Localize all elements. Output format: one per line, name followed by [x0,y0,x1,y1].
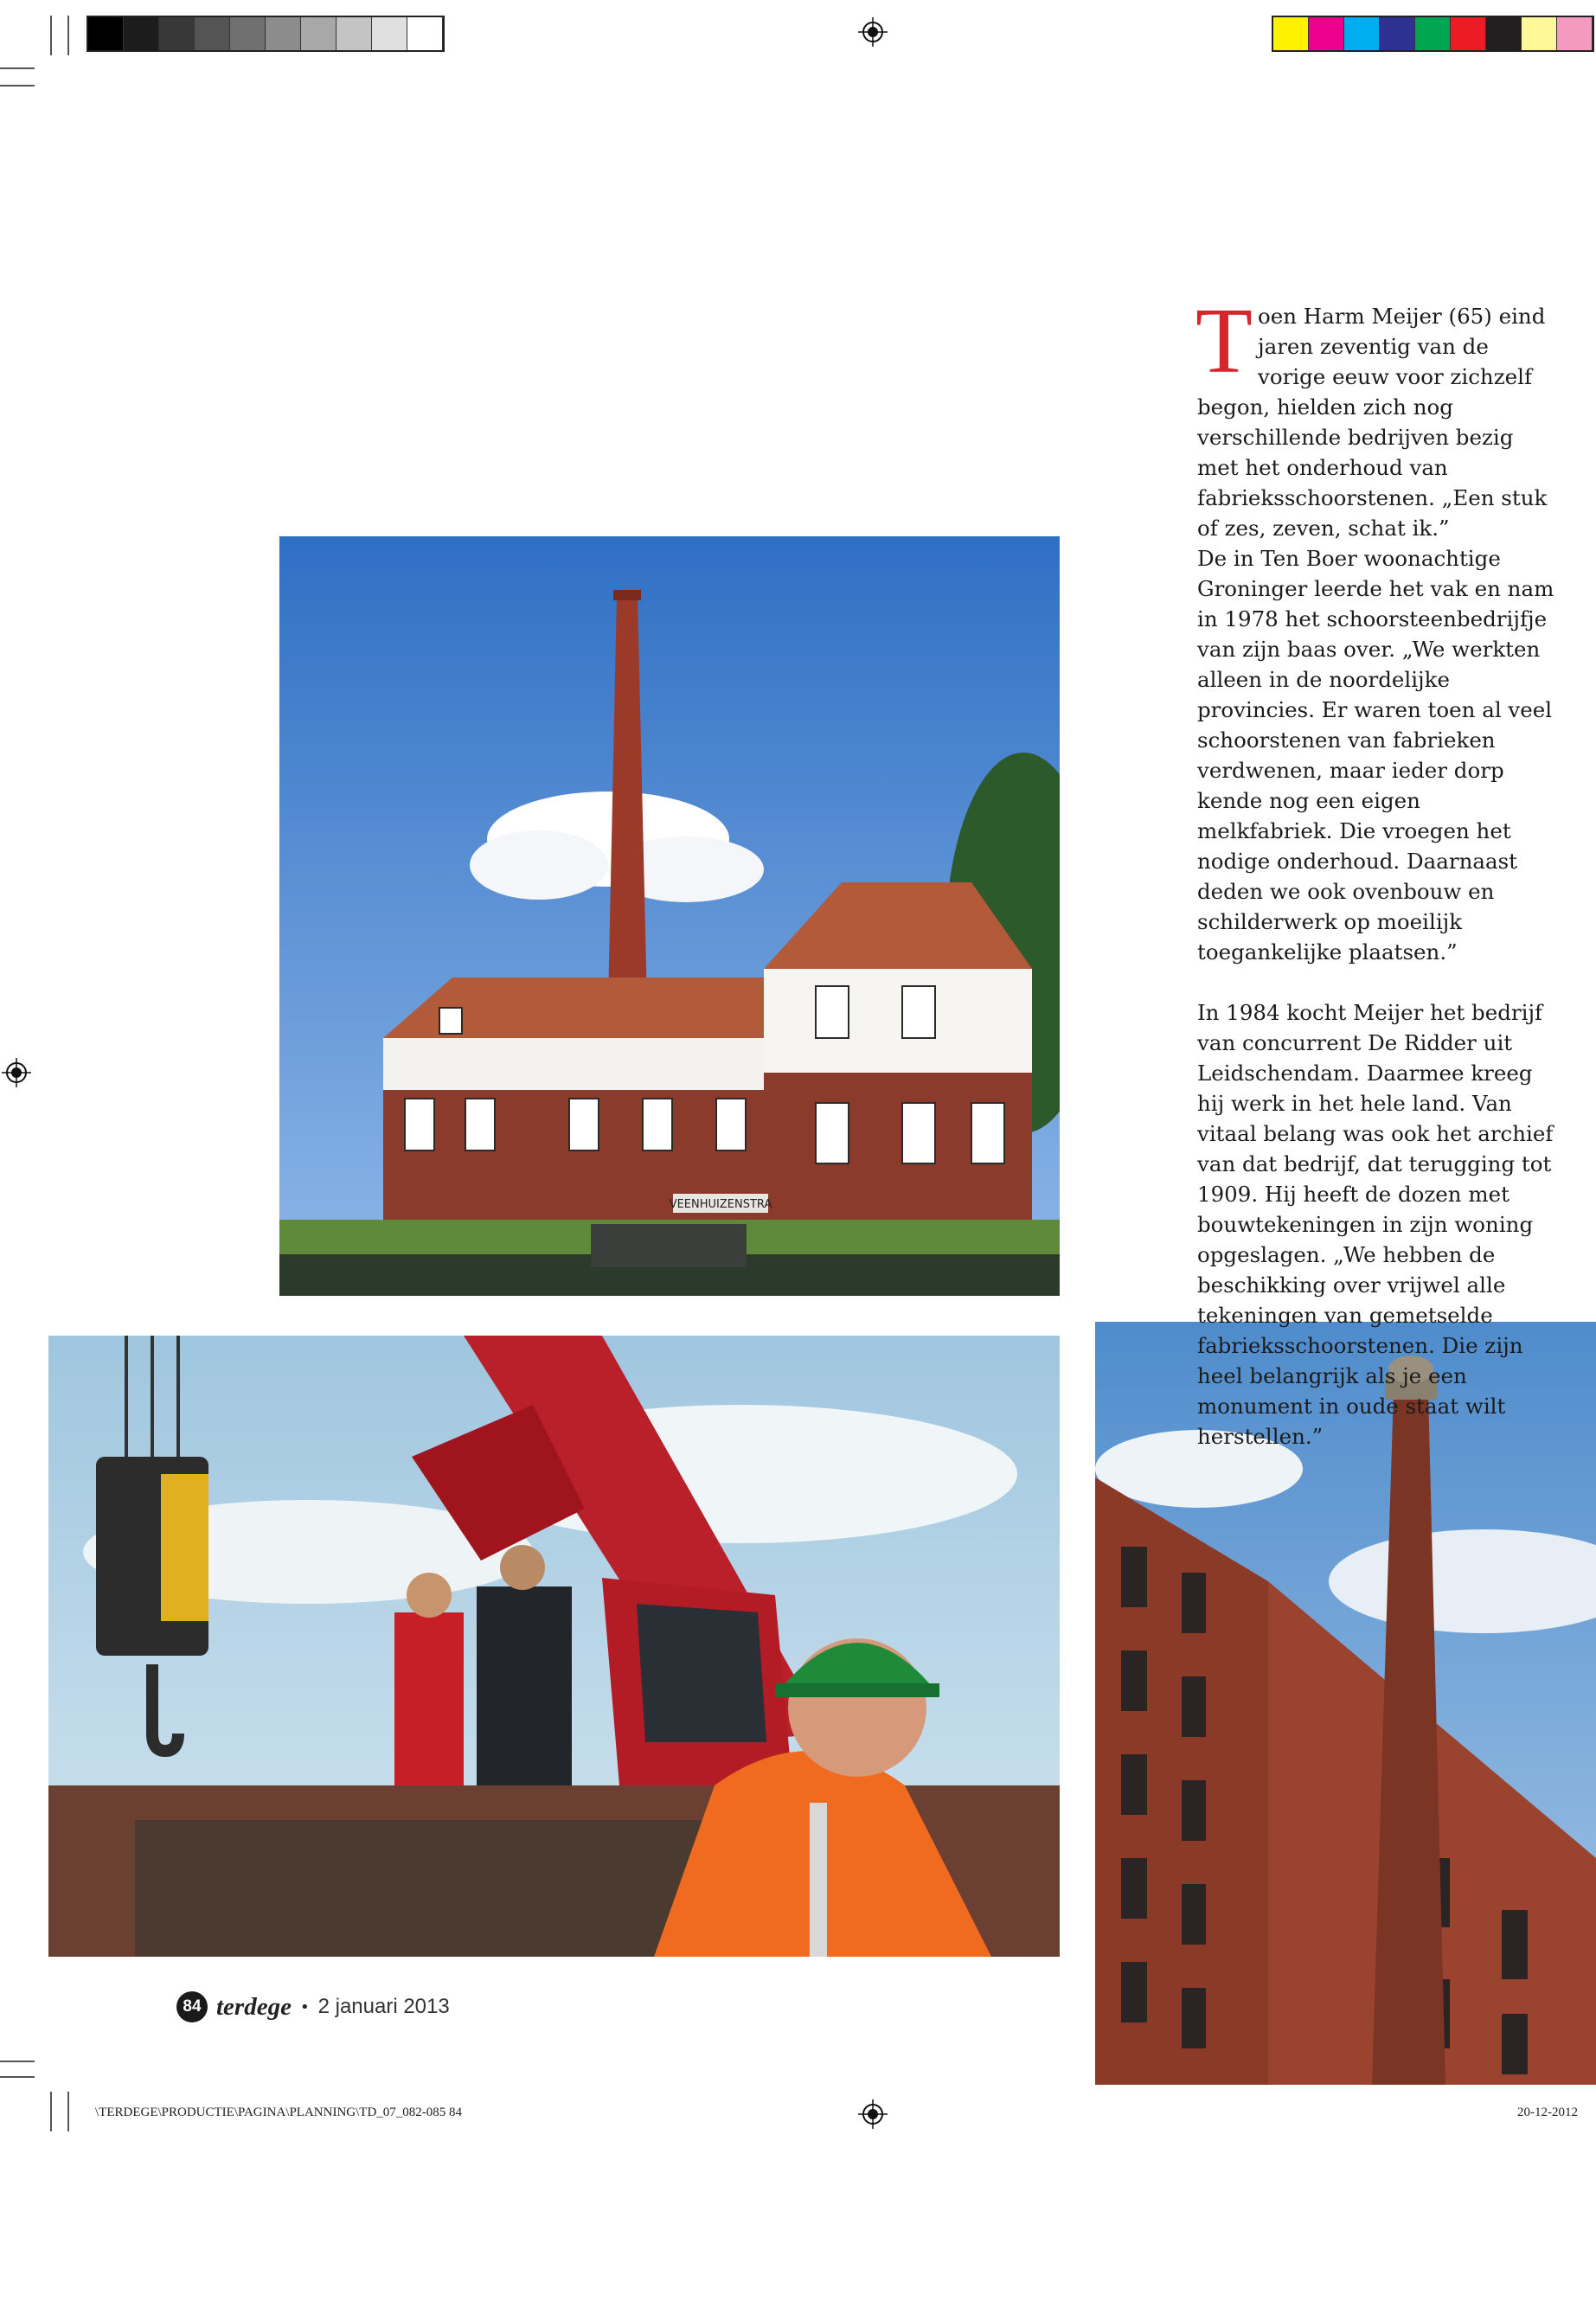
process-color-swatch-5 [1451,17,1486,50]
process-color-swatch-4 [1415,17,1451,50]
grayscale-swatch-2 [159,17,195,50]
photo-factory-chimney [279,536,1060,1296]
registration-mark-left [2,1058,31,1087]
grayscale-swatch-3 [195,17,230,50]
building-sign-text: VEENHUIZENSTRA [669,1198,772,1211]
grayscale-swatch-8 [372,17,407,50]
grayscale-swatch-6 [301,17,337,50]
issue-date: 2 januari 2013 [317,1995,450,2018]
article-paragraph-1 [1195,290,1561,543]
grayscale-swatch-5 [266,17,301,50]
crop-mark-top-left-h1 [0,67,35,69]
crop-mark-bottom-left-h2 [0,2076,35,2078]
crop-mark-bottom-left-v1 [50,2092,52,2131]
article-body [1195,290,1561,1482]
crop-mark-top-left-h2 [0,85,35,87]
grayscale-color-bar [87,16,445,52]
process-color-bar [1272,16,1594,52]
magazine-name: terdege [216,1992,292,2021]
drop-cap: T [1195,290,1253,393]
crop-mark-bottom-left-h1 [0,2061,35,2062]
article-paragraph-2: De in Ten Boer woonachtige Groninger leerde het vak en nam in 1978 het schoorsteenbedrijfje van zijn baas over. „We werkten alleen in de noordelijke provincies. Er waren toen al veel schoorstenen van fabrieken verdwenen, maar ieder dorp kende nog een eigen melkfabriek. Die vroegen het nodige onderhoud. Daarnaast deden we ook ovenbouw en schilderwerk op moeilijk toegankelijke plaatsen.” [1197,546,1554,965]
paragraph-1-text: oen Harm Meijer (65) eind jaren zeventig van de vorige eeuw voor zichzelf begon, hielden zich nog verschillende bedrijven bezig met het onderhoud van fabrieksschoorstenen. „Een stuk of zes, zeven, schat ik.” [1197,304,1548,541]
grayscale-swatch-7 [337,17,372,50]
registration-mark-bottom [858,2099,888,2129]
process-color-swatch-8 [1557,17,1593,50]
page-folio [176,1991,450,2022]
registration-mark-top [858,17,888,47]
process-color-swatch-0 [1273,17,1309,50]
process-color-swatch-6 [1486,17,1522,50]
slug-file-path: \TERDEGE\PRODUCTIE\PAGINA\PLANNING\TD_07_082-085 84 [95,2106,463,2119]
folio-bullet: • [299,1997,310,2016]
crop-mark-top-left-v2 [67,16,69,55]
process-color-swatch-1 [1309,17,1344,50]
grayscale-swatch-1 [124,17,159,50]
grayscale-swatch-9 [407,17,443,50]
process-color-swatch-3 [1380,17,1415,50]
crop-mark-bottom-left-v2 [67,2092,69,2131]
article-paragraph-3: In 1984 kocht Meijer het bedrijf van concurrent De Ridder uit Leidschendam. Daarmee kreeg hij werk in het hele land. Van vitaal belang was ook het archief van dat bedrijf, dat terugging tot 1909. Hij heeft de dozen met bouwtekeningen in zijn woning opgeslagen. „We hebben de beschikking over vrijwel alle tekeningen van gemetselde fabrieksschoorstenen. Die zijn heel belangrijk als je een monument in oude staat wilt herstellen.” [1197,1000,1554,1449]
photo-workers-crane [48,1336,1060,1957]
grayscale-swatch-0 [88,17,124,50]
process-color-swatch-2 [1344,17,1380,50]
page-number-badge: 84 [176,1991,208,2022]
process-color-swatch-7 [1522,17,1557,50]
slug-date: 20-12-2012 [1517,2106,1578,2119]
grayscale-swatch-4 [230,17,266,50]
crop-mark-top-left-v1 [50,16,52,55]
